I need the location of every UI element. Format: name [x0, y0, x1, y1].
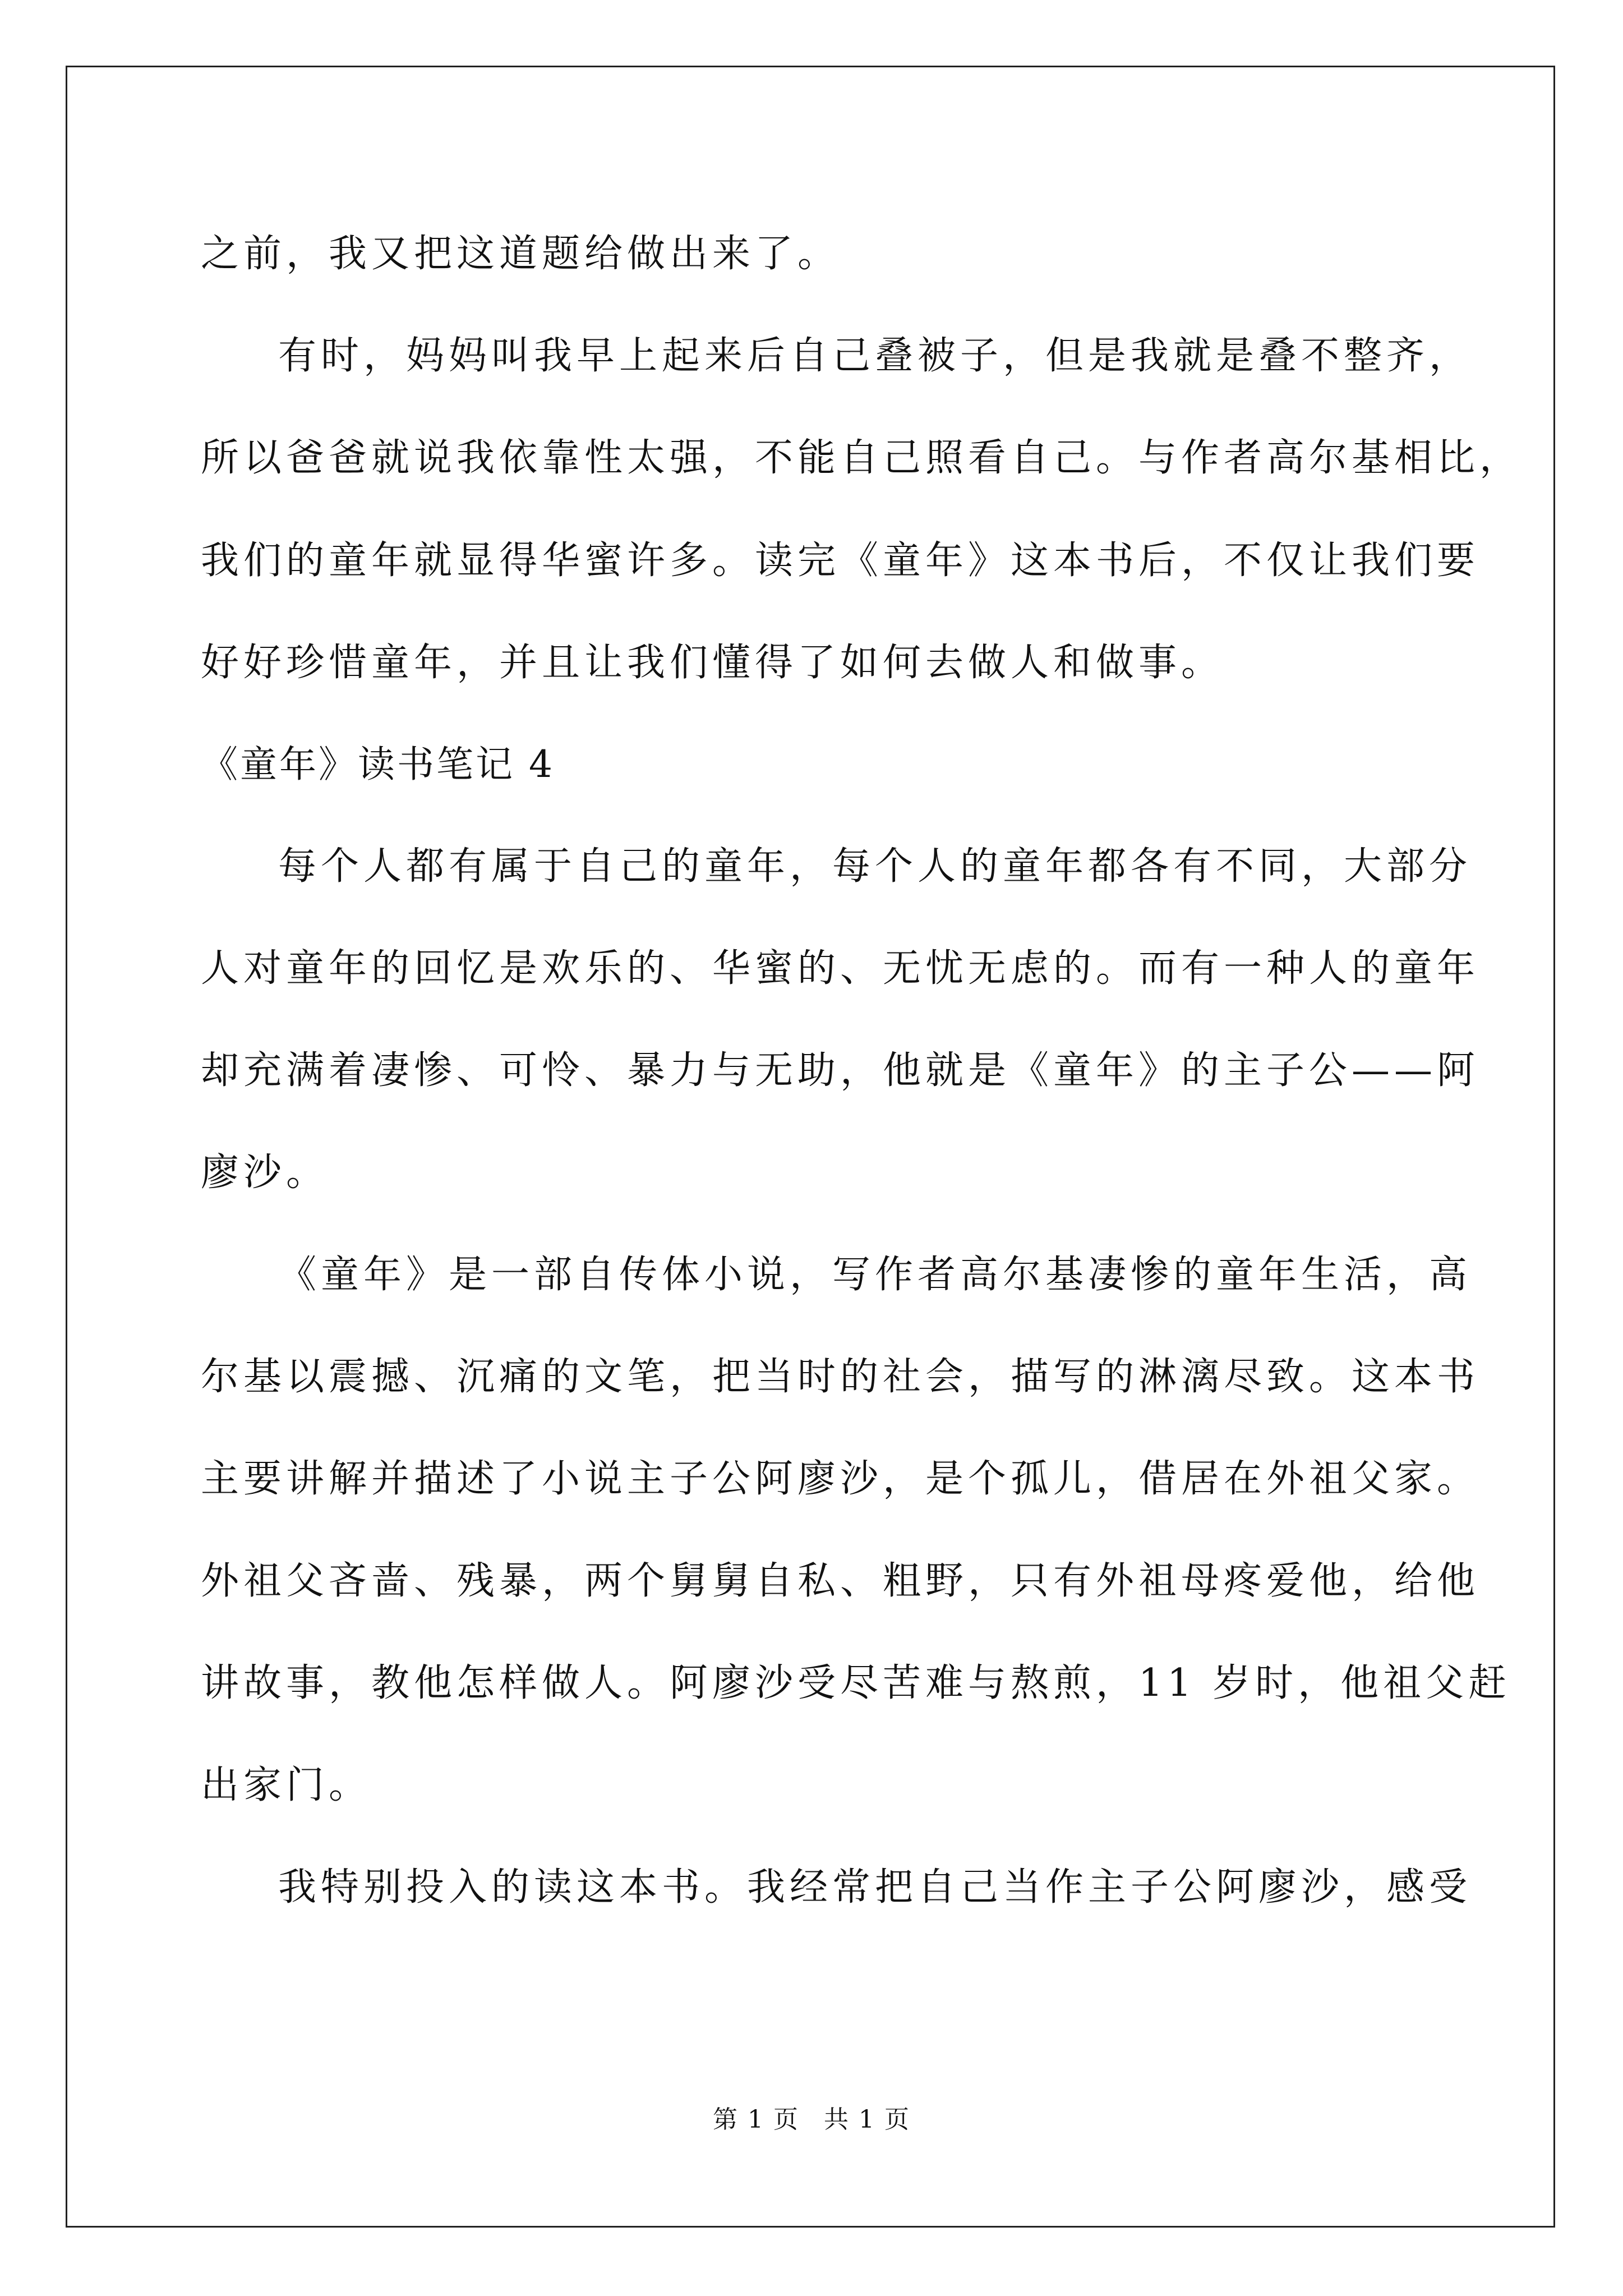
text-line: 主要讲解并描述了小说主子公阿廖沙，是个孤儿，借居在外祖父家。 — [201, 1457, 1480, 1501]
text-line: 之前，我又把这道题给做出来了。 — [201, 232, 841, 276]
text-line: 人对童年的回忆是欢乐的、华蜜的、无忧无虑的。而有一种人的童年 — [201, 946, 1480, 991]
paragraph-start-line: 每个人都有属于自己的童年，每个人的童年都各有不同，大部分 — [278, 844, 1472, 889]
paragraph-start-line: 有时，妈妈叫我早上起来后自己叠被子，但是我就是叠不整齐， — [278, 334, 1472, 378]
paragraph-start-line: 我特别投入的读这本书。我经常把自己当作主子公阿廖沙，感受 — [278, 1865, 1472, 1910]
text-line: 讲故事，教他怎样做人。阿廖沙受尽苦难与熬煎，11 岁时，他祖父赶 — [201, 1661, 1511, 1705]
page-number: 第 1 页 — [713, 2105, 799, 2134]
text-line: 外祖父吝啬、残暴，两个舅舅自私、粗野，只有外祖母疼爱他，给他 — [201, 1559, 1480, 1603]
paragraph-start-line: 《童年》是一部自传体小说，写作者高尔基凄惨的童年生活，高 — [278, 1253, 1472, 1297]
text-line: 却充满着凄惨、可怜、暴力与无助，他就是《童年》的主子公——阿 — [201, 1048, 1480, 1093]
text-line: 我们的童年就显得华蜜许多。读完《童年》这本书后，不仅让我们要 — [201, 539, 1480, 583]
page-total: 共 1 页 — [824, 2105, 910, 2134]
text-line: 好好珍惜童年，并且让我们懂得了如何去做人和做事。 — [201, 641, 1224, 685]
text-line: 廖沙。 — [201, 1151, 329, 1195]
text-line: 出家门。 — [201, 1763, 372, 1807]
page-footer — [0, 2103, 1623, 2137]
section-heading: 《童年》读书笔记 4 — [201, 743, 555, 786]
text-line: 所以爸爸就说我依靠性太强，不能自己照看自己。与作者高尔基相比， — [201, 436, 1523, 480]
text-line: 尔基以震撼、沉痛的文笔，把当时的社会，描写的淋漓尽致。这本书 — [201, 1355, 1480, 1399]
